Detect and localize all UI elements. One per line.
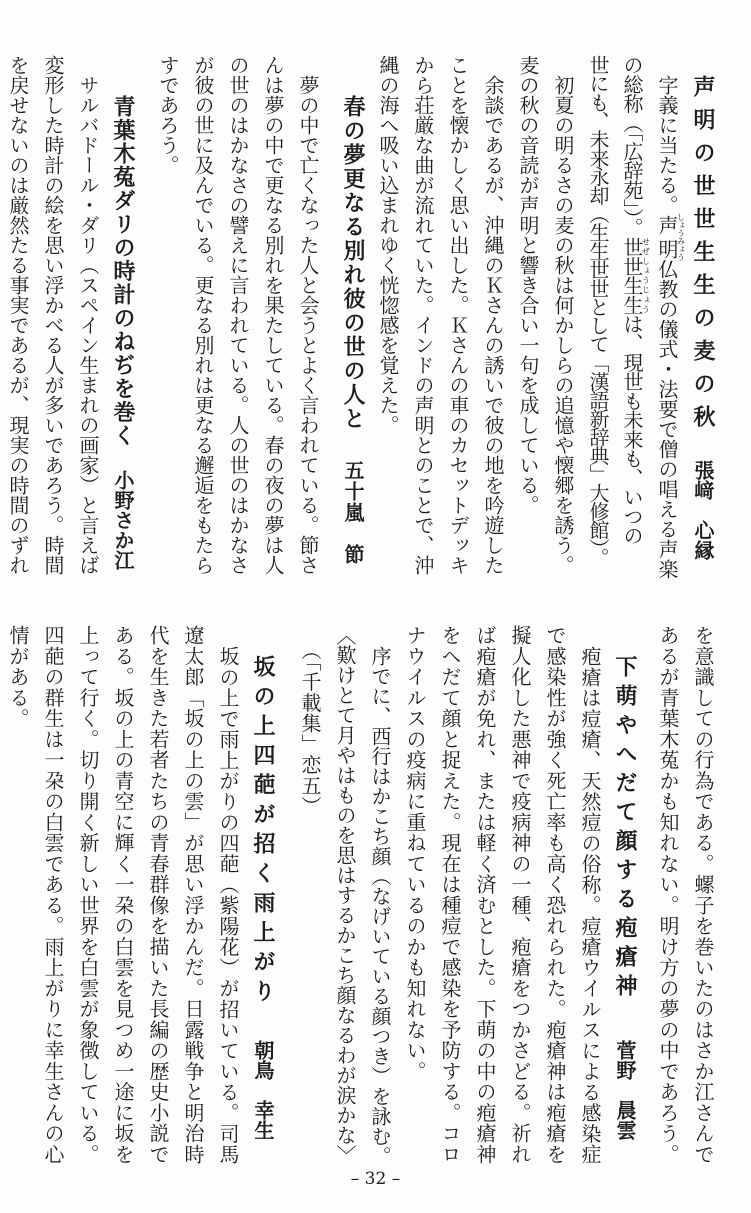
haiku-text: 春の夢更なる別れ彼の世の人と <box>340 95 365 431</box>
line-text: は、現世も未来も、いつの <box>620 313 644 545</box>
line-text: の総称（「広辞苑」）。 <box>620 55 644 237</box>
commentary-line: 上って行く。切り開く新しい世界を白雲が象徴している。 <box>76 625 100 1165</box>
commentary-line: ナウイルスの疫病に重ねているのかも知れない。 <box>403 625 427 1082</box>
ruby-annotation <box>620 236 651 314</box>
commentary-line: んは夢の中で更なる別れを果たしている。春の夜の夢は人 <box>261 55 285 575</box>
commentary-line: 初夏の明るさの麦の秋は何かしらの追憶や懐郷を誘う。 <box>551 75 575 575</box>
haiku-heading <box>105 55 140 575</box>
commentary-line: 世にも、未来永却（生生世世として「漢語新辞典」大修館）。 <box>586 55 610 566</box>
commentary-line: を戻せないのは厳然たる事実であるが、現実の時間のずれ <box>6 55 30 575</box>
haiku-text: 下萌やへだて顔する疱瘡神 <box>612 655 637 1003</box>
commentary-line: から荘厳な曲が流れていた。インドの声明とのことで、沖 <box>411 55 435 575</box>
commentary-line: 夢の中で亡くなった人と会うとよく言われている。節さ <box>296 75 320 575</box>
haiku-text: 坂の上四葩が招く雨上がり <box>250 655 275 1009</box>
commentary-line: ある。坂の上の青空に輝く一朶の白雲を見つめ一途に坂を <box>111 625 135 1165</box>
haiku-text: 声明の世世生生の麦の秋 <box>690 75 715 438</box>
haiku-text: 青葉木菟ダリの時計のねぢを巻く <box>110 95 135 448</box>
haiku-heading <box>245 625 280 1165</box>
author-name: 張﨑 心縁 <box>691 460 715 560</box>
commentary-line: 遼太郎「坂の上の雲」が思い浮かんだ。日露戦争と明治時 <box>181 625 205 1165</box>
commentary-line: サルバドール・ダリ（スペイン生まれの画家）と言えば <box>76 75 100 575</box>
commentary-line: あるが青葉木菟かも知れない。明け方の夢の中であろう。 <box>656 625 680 1165</box>
upper-text-block <box>0 55 720 579</box>
author-name: 菅野 晨雲 <box>613 1040 637 1140</box>
commentary-line <box>615 55 650 575</box>
commentary-line: 代を生きた若者たちの青春群像を描いた長編の歴史小説で <box>146 625 170 1165</box>
author-name: 朝鳥 幸生 <box>251 1040 275 1140</box>
commentary-line: が彼の世に及んでいる。更なる別れは更なる邂逅をもたら <box>191 55 215 575</box>
commentary-line <box>650 55 686 579</box>
commentary-line: すであろう。 <box>156 55 180 175</box>
commentary-line: 四葩の群生は一朶の白雲である。雨上がりに幸生さんの心 <box>41 625 65 1165</box>
commentary-line: 疱瘡は痘瘡、天然痘の俗称。痘瘡ウイルスによる感染症 <box>578 646 602 1165</box>
commentary-line: ことを懐かしく思い出した。Ｋさんの車のカセットデッキ <box>446 55 470 575</box>
author-name: 小野さか江 <box>111 470 135 570</box>
commentary-line: 余談であるが、沖縄のＫさんの誘いで彼の地を吟遊した <box>481 75 505 575</box>
commentary-line: 序でに、西行はかこち顔（なげいている顔つき）を詠む。 <box>368 646 392 1166</box>
ruby-annotation <box>655 213 686 261</box>
commentary-line: の世のはかなさの譬えに言われている。人の世のはかなさ <box>226 55 250 575</box>
commentary-line: 情がある。 <box>6 625 30 729</box>
commentary-line: 擬人化した悪神で疫病神の一種、疱瘡をつかさどる。祈れ <box>508 625 532 1165</box>
poem-source: （「千載集」恋五） <box>298 640 322 817</box>
commentary-line: をへだて顔と捉えた。現在は種痘で感染を予防する。コロ <box>438 625 462 1165</box>
commentary-line: 縄の海へ吸い込まれゆく恍惚感を覚えた。 <box>376 55 400 435</box>
line-text: 仏教の儀式・法要で僧の唱える声楽 <box>655 259 679 579</box>
quoted-poem: 〈歎けとて月やはものを思はするかこち顔なるわが涙かな〉 <box>333 625 357 1165</box>
ruby-base: 世世生生 <box>620 236 644 314</box>
commentary-line: 麦の秋の音読が声明と響き合い一句を成している。 <box>516 55 540 515</box>
commentary-line: を意識しての行為である。螺子を巻いたのはさか江さんで <box>691 625 715 1165</box>
haiku-heading <box>335 55 370 575</box>
commentary-line: ば疱瘡が免れ、または軽く済むとした。下萌の中の疱瘡神 <box>473 625 497 1165</box>
haiku-heading <box>685 55 720 575</box>
line-text: 字義に当たる。 <box>655 75 679 215</box>
ruby-base: 声明 <box>655 213 679 261</box>
furigana: しょうみょう <box>676 213 686 261</box>
commentary-line: 変形した時計の絵を思い浮かべる人が多いであろう。時間 <box>41 55 65 575</box>
furigana: せぜしょうじょう <box>641 236 651 314</box>
page-number: – 32 – <box>350 1169 401 1189</box>
commentary-line: で感染性が強く死亡率も高く恐れられた。疱瘡神は疱瘡を <box>543 625 567 1165</box>
author-name: 五十嵐 節 <box>341 460 365 565</box>
haiku-heading <box>607 625 642 1165</box>
lower-text-block <box>0 625 720 1165</box>
commentary-line: 坂の上で雨上がりの四葩（紫陽花）が招いている。司馬 <box>216 646 240 1165</box>
